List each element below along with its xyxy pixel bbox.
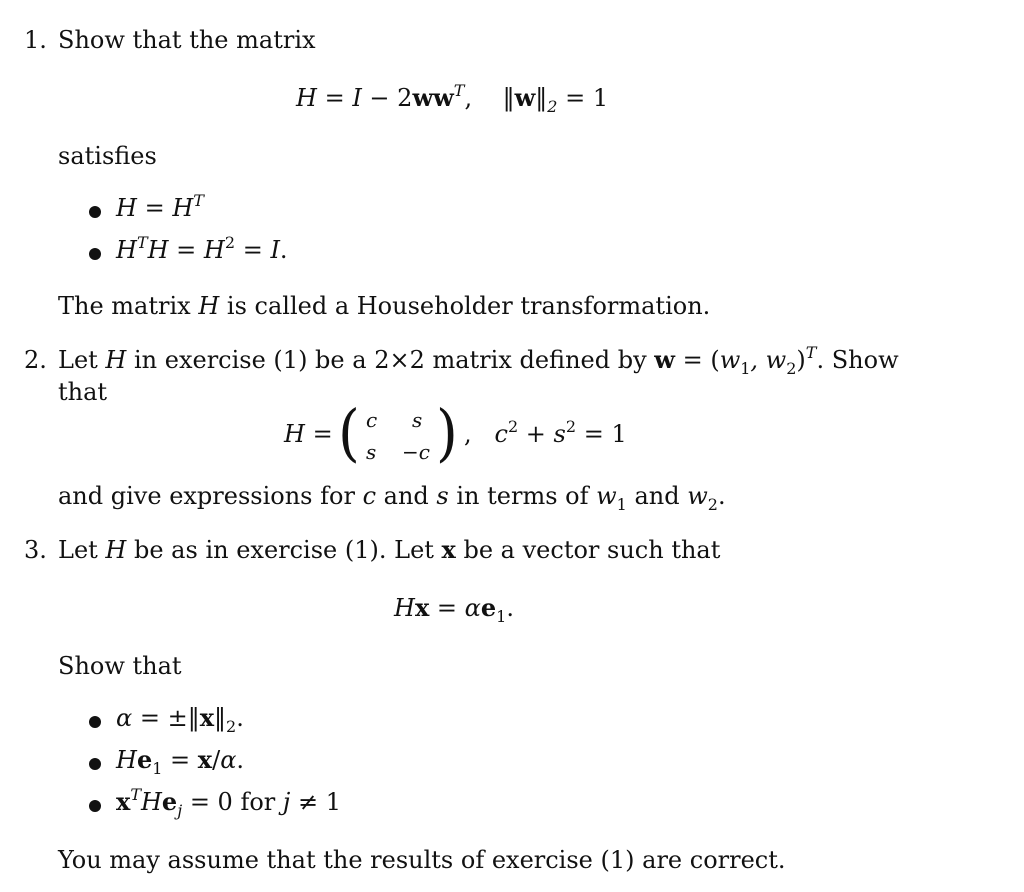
exercise-2-number: 2. [24, 346, 47, 374]
matrix-cell: s [412, 408, 423, 432]
householder-name-text: The matrix H is called a Householder transformation. [58, 292, 711, 320]
exercise-2-that: that [58, 378, 108, 406]
bullet-point [89, 716, 101, 728]
bullet-point [89, 248, 101, 260]
assumption-text: You may assume that the results of exercise (1) are correct. [58, 846, 786, 874]
matrix-lhs: H = [284, 420, 333, 448]
left-paren: ( [338, 397, 360, 470]
matrix-cell: −c [402, 440, 430, 464]
symmetric-property: $H = H^T$ [116, 191, 204, 222]
bullet-point [89, 758, 101, 770]
exercise-1-intro: Show that the matrix [58, 26, 316, 54]
alpha-norm-property: $\alpha = \pm‖x‖_2$. [116, 703, 244, 736]
exercise-1-heading [24, 26, 47, 55]
h-e1-property: $He_1 = x/\alpha$. [116, 745, 245, 778]
bullet-point [89, 800, 101, 812]
exercise-3-number: 3. [24, 536, 47, 564]
exercise-2-expressions: and give expressions for c and s in terms of $w_1$ and $w_2$. [58, 482, 726, 514]
matrix-cell: s [366, 440, 377, 464]
matrix-cell: c [366, 408, 378, 432]
right-paren: ) [436, 397, 458, 470]
bullet-point [89, 206, 101, 218]
reflection-equation: $Hx = \alpha e_1$. [394, 593, 514, 626]
satisfies-text: satisfies [58, 142, 157, 170]
show-that-text: Show that [58, 652, 182, 680]
exercise-number: 1. [24, 26, 47, 54]
householder-definition-equation: $H = I - 2ww^T$, $‖w‖_2 = 1$ [296, 81, 609, 116]
exercise-3-statement: Let H be as in exercise (1). Let x be a vector such that [58, 535, 721, 564]
rotation-matrix-equation [284, 397, 644, 470]
unit-constraint: , $c^2 + s^2 = 1$ [464, 417, 627, 448]
orthogonal-property: $H^TH = H^2 = I$. [116, 233, 288, 264]
exercise-2-statement: Let H in exercise (1) be a 2×2 matrix defined by $w = (w_1$, $w_2)^T$. Show [58, 343, 899, 378]
orthogonality-property: $x^THe_j = 0$ for j ≠ 1 [116, 785, 341, 820]
